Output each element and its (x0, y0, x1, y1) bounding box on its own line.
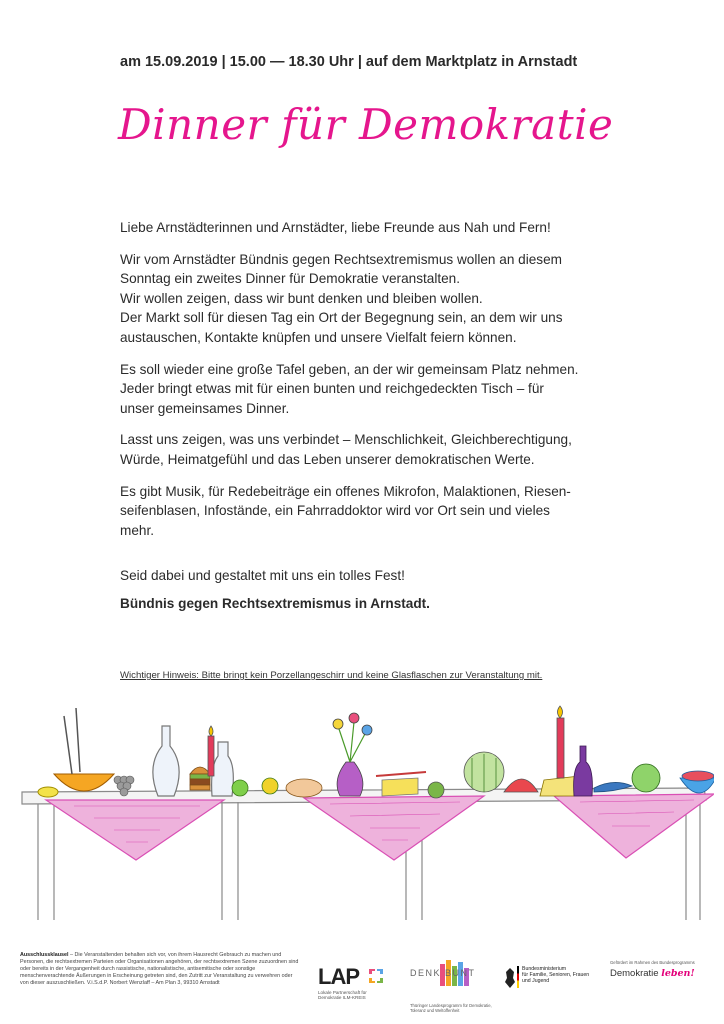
paragraph-values (120, 430, 620, 469)
arrows-icon (368, 968, 384, 984)
paragraph-program (120, 482, 620, 541)
greeting: Liebe Arnstädterinnen und Arnstädter, liebe Freunde aus Nah und Fern! (120, 220, 551, 235)
sponsor-logos (318, 960, 718, 1013)
denk-bunt-wordmark: DENK BUNT (410, 968, 476, 978)
text-line: Jeder bringt etwas mit für einen bunten und reichgedeckten Tisch – für (120, 381, 544, 397)
disclaimer-text: – Die Veranstaltenden behalten sich vor, von ihrem Hausrecht Gebrauch zu machen und Personen, die rechtsextremen Parteien oder Organisationen angehören, der rechtsextremen Szene zuzuordnen sind oder bereits in der Vergangenheit durch rassistische, nationalistische, antisemitische oder sonstige menschenverachtende Äußerungen in Erscheinung getreten sind, den Zutritt zur Veranstaltung zu verwehren oder von dieser auszuschließen. V.i.S.d.P. Norbert Wenzlaff – Am Plan 3, 99310 Arnstadt (20, 952, 299, 987)
tablecloths (46, 794, 714, 860)
lap-subtitle: Lokale Partnerschaft für Demokratie ILM-KREIS (318, 990, 367, 1001)
demokratie-leben-logo (610, 960, 720, 979)
ministry-line: und Jugend (522, 978, 550, 985)
text-line: Der Markt soll für diesen Tag ein Ort der Begegnung sein, an dem wir uns (120, 310, 563, 326)
text-line: seifenblasen, Infostände, ein Fahrraddoktor wird vor Ort sein und vieles (120, 503, 550, 519)
ministry-line: Bundesministerium (522, 966, 567, 972)
federal-eagle-icon (504, 966, 516, 990)
paragraph-invitation (120, 250, 620, 348)
lap-wordmark: LAP (318, 964, 359, 989)
flower-vase (333, 713, 372, 796)
text-line: Sonntag ein zweites Dinner für Demokratie veranstalten. (120, 271, 461, 287)
text-line: mehr. (120, 522, 154, 538)
burger (190, 767, 210, 790)
signoff: Bündnis gegen Rechtsextremismus in Arnstadt. (120, 595, 430, 611)
text-line: Wir vom Arnstädter Bündnis gegen Rechtsextremismus wollen an diesem (120, 251, 562, 267)
denk-bunt-logo (410, 960, 500, 1013)
event-date-line: am 15.09.2019 | 15.00 — 18.30 Uhr | auf dem Marktplatz in Arnstadt (120, 54, 578, 70)
paragraph-table (120, 360, 620, 419)
dinner-table-illustration (14, 696, 714, 928)
important-notice: Wichtiger Hinweis: Bitte bringt kein Porzellangeschirr und keine Glasflaschen zur Veranstaltung mit. (120, 670, 543, 681)
page-title: Dinner für Demokratie (118, 100, 614, 149)
bowl-of-fruit (38, 708, 114, 797)
ministry-line: für Familie, Senioren, Frauen (522, 972, 590, 979)
demokratie-word: Demokratie (610, 968, 659, 979)
letter-body (120, 218, 620, 626)
disclaimer (20, 952, 300, 987)
text-line: austauschen, Kontakte knüpfen und unsere Vielfalt feiern können. (120, 329, 517, 345)
ministry-name (522, 966, 589, 985)
denk-bunt-subtitle: Thüringer Landesprogramm für Demokratie, Toleranz und Weltoffenheit (410, 1003, 492, 1013)
disclaimer-label: Ausschlussklausel (20, 952, 69, 958)
demokratie-leben-wordmark (610, 968, 720, 979)
text-line: Es gibt Musik, für Redebeiträge ein offenes Mikrofon, Malaktionen, Riesen- (120, 483, 571, 499)
german-flag-stripe (517, 966, 519, 988)
roast-chicken (286, 779, 322, 797)
wine-bottle (574, 746, 593, 796)
text-line: unser gemeinsames Dinner. (120, 400, 290, 416)
leben-word: leben! (661, 968, 695, 979)
candle-left (208, 726, 214, 776)
text-line: Würde, Heimatgefühl und das Leben unserer demokratischen Werte. (120, 451, 535, 467)
closing-line: Seid dabei und gestaltet mit uns ein tolles Fest! (120, 568, 405, 584)
text-line: Lasst uns zeigen, was uns verbindet – Menschlichkeit, Gleichberechtigung, (120, 432, 572, 448)
text-line: Es soll wieder eine große Tafel geben, an der wir gemeinsam Platz nehmen. (120, 361, 579, 377)
text-line: Wir wollen zeigen, dass wir bunt denken und bleiben wollen. (120, 290, 483, 306)
candle-right (557, 706, 564, 778)
lettuce (632, 764, 660, 792)
funding-note: Gefördert im Rahmen des Bundesprogramms (610, 960, 695, 965)
